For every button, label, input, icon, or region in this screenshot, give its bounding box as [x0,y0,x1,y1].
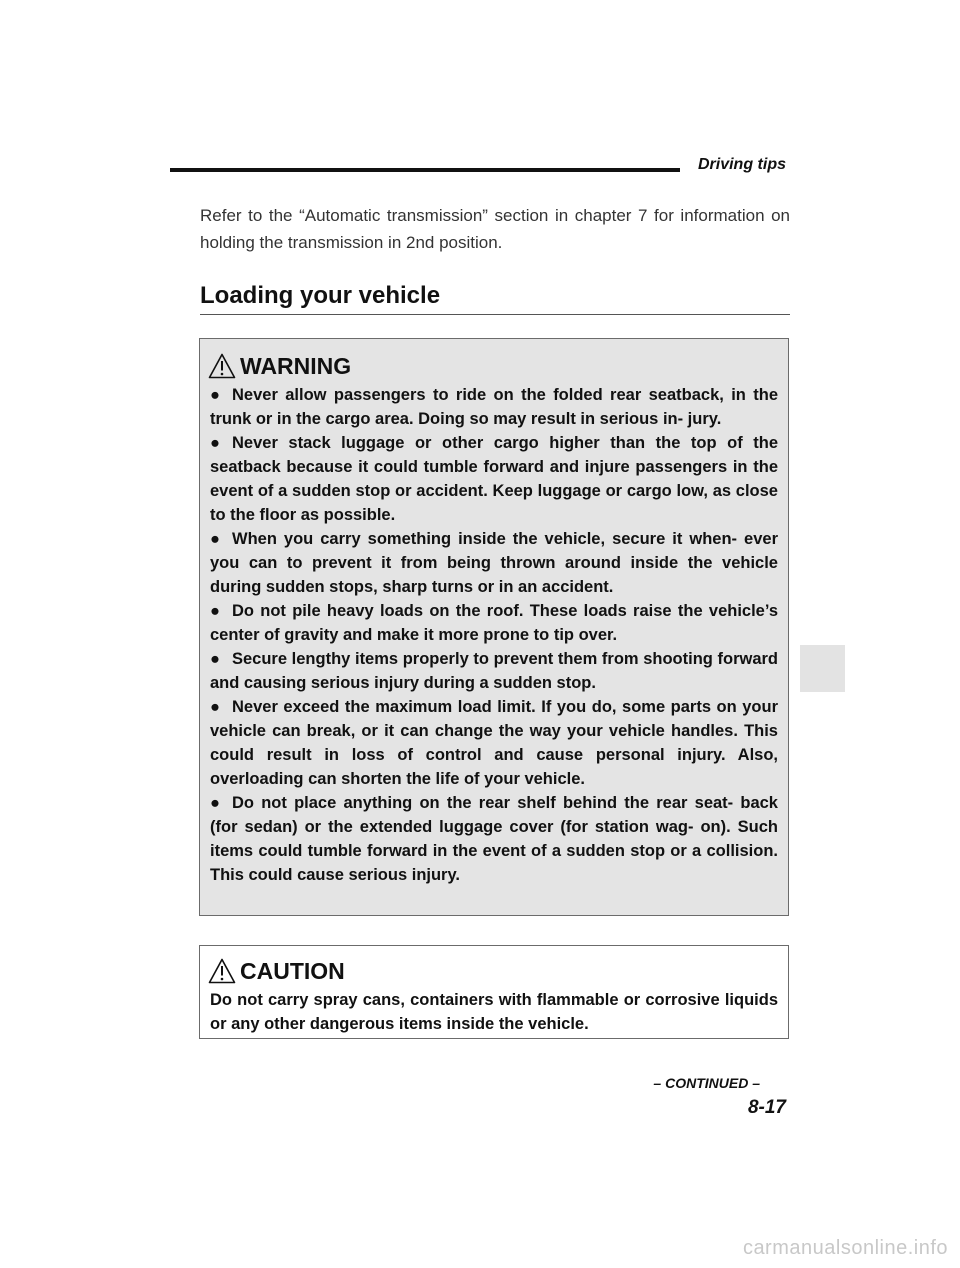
warning-item-text: When you carry something inside the vehicle, secure it when- ever you can to prevent it from being thrown around inside the vehicle during sudden stops, sharp turns or in an accident. [210,530,778,596]
continued-label: – CONTINUED – [653,1075,760,1091]
bullet: ● [210,530,220,548]
bullet: ● [210,602,220,620]
header-rule [170,168,680,172]
caution-text: Do not carry spray cans, containers with flammable or corrosive liquids or any other dangerous items inside the vehicle. [210,991,778,1033]
page-number: 8-17 [747,1097,786,1118]
bullet: ● [210,698,220,716]
bullet: ● [210,794,220,812]
running-header: Driving tips [697,156,786,173]
warning-title: WARNING [240,353,352,379]
warning-triangle-icon [208,958,236,984]
warning-header [210,351,778,379]
warning-list [210,383,778,887]
warning-item-text: Never allow passengers to ride on the folded rear seatback, in the trunk or in the cargo area. Doing so may result in serious in- jury. [210,386,778,428]
warning-item-text: Never exceed the maximum load limit. If you do, some parts on your vehicle can break, or it can change the way your vehicle handles. This could result in loss of control and cause personal injury. Also, overloading can shorten the life of your vehicle. [210,698,778,788]
warning-box [199,338,789,916]
intro-paragraph: Refer to the “Automatic transmission” section in chapter 7 for information on holding the transmission in 2nd position. [200,206,790,252]
bullet: ● [210,434,220,452]
warning-item [210,647,778,695]
caution-title: CAUTION [240,958,345,984]
section-rule [200,314,790,315]
warning-item [210,695,778,791]
warning-item [210,383,778,431]
section-title: Loading your vehicle [200,282,441,309]
warning-item-text: Never stack luggage or other cargo higher than the top of the seatback because it could tumble forward and injure passengers in the event of a sudden stop or accident. Keep luggage or cargo low, as close to the floor as possible. [210,434,778,524]
warning-item [210,431,778,527]
caution-header [210,956,778,984]
warning-item [210,599,778,647]
caution-box [199,945,789,1039]
warning-item-text: Secure lengthy items properly to prevent them from shooting forward and causing serious injury during a sudden stop. [210,650,778,692]
watermark: carmanualsonline.info [742,1237,948,1259]
warning-item [210,791,778,887]
bullet: ● [210,386,220,404]
warning-item [210,527,778,599]
warning-item-text: Do not place anything on the rear shelf behind the rear seat- back (for sedan) or the extended luggage cover (for station wag- on). Such items could tumble forward in the event of a sudden stop or a collision. This could cause serious injury. [210,794,778,884]
warning-item-text: Do not pile heavy loads on the roof. These loads raise the vehicle’s center of gravity and make it more prone to tip over. [210,602,778,644]
warning-triangle-icon [208,353,236,379]
chapter-side-tab [800,645,845,692]
bullet: ● [210,650,220,668]
